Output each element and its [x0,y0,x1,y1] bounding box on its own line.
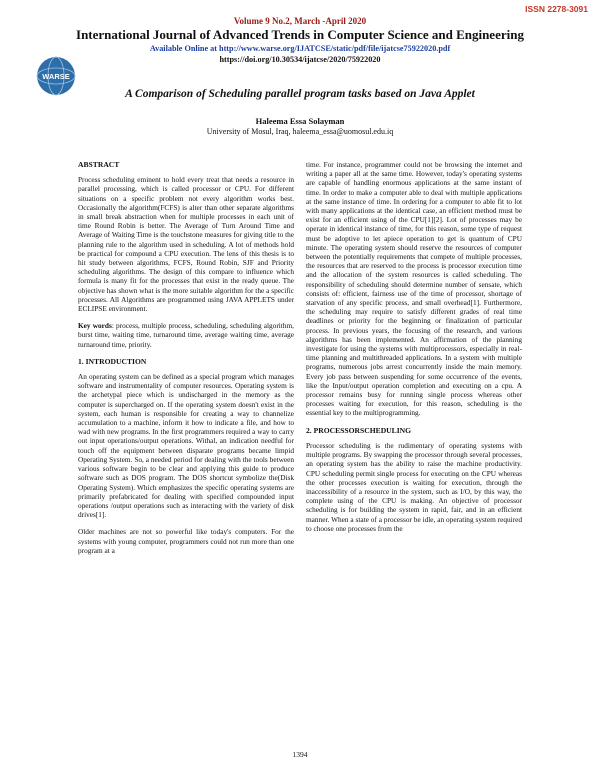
keywords-label: Key words [78,321,112,331]
logo-text: WARSE [42,72,70,81]
volume-info: Volume 9 No.2, March -April 2020 [233,16,367,26]
right-column [306,160,522,541]
section2-paragraph: Processor scheduling is the rudimentary of operating systems with multiple programs. By swapping the processor through several processes, an operating system has the ability to raise the machine productivity. CPU scheduling permit single process for executing on the CPU whereas the other processes execution is waiting for execution, through the inaccessibility of a resource in the system, such as I/O, by this way, the complete using of the CPU is making. An objective of processor scheduling is for building the system in rapid, fair, and in an efficient manner. When a state of a processor be idle, an operating system required to choose one processes from the [306,440,522,533]
left-column [78,160,294,563]
intro-heading: 1. INTRODUCTION [78,356,147,366]
author-affiliation: University of Mosul, Iraq, haleema_essa@uomosul.edu.iq [206,127,394,136]
author-name: Haleema Essa Solayman [255,116,345,126]
online-link[interactable]: Available Online at http://www.warse.org/IJATCSE/static/pdf/file/ijatcse75922020.pdf [149,44,451,53]
abstract-text: Process scheduling eminent to hold every treat that needs a resource in parallel processing, which is called processor or CPU. For different situations on a specific problem not every algorithm works best. Occasionally the algorithm(FCFS) is alter than other separate algorithms in small break abstraction when for multiple processes in each unit of time Round Robin is better. The Average of Turn Around Time and Average of Waiting Time is the touchstone measures for giving title to the planning rule to the algorithm used in scheduling. A lot of methods hold be practical for compound a CPU execution. The lens of this thesis is to hit study between algorithms, FCFS, Round Robin, SJF and Priority scheduling algorithms. The design of this compare to influence which formula is many fit for the processes that exist in the ready queue. The objective has shown what is the more suitable algorithm for the a specific processes. All Algorithms are programmed using JAVA APPLETS under ECLIPSE environment. [78,175,294,314]
keywords [78,321,294,349]
intro-paragraph-2: Older machines are not so powerful like today's computers. For the systems with young computer, programmers could not run more than one program at a [78,527,294,555]
intro-paragraph-3: time. For instance, programmer could not be browsing the internet and writing a paper all at the same time. However, today's operating systems are capable of handling enormous applications at the same instant of time. In order to make a computer able to deal with multiple applications at the same instance of time. In ordering for a computer to able fit to lot with many applications at the identical case, an efficient method must be exist for an efficient using of the CPU[1][2]. Lot of processes may be operate in identical instance of time, for this reason, some type of request must be adoptive to let apiece operation to get is quantum of CPU minute. The operating system should reserve the resources of computer between the potentially requirements that compete of multiple processes, the resources that are reserved to the process is processor execution time and the allocation of the system resources is called scheduling. The responsibility of scheduling should determine number of sensate, which consists of: efficient, fairness use of the time of processor, shortage of starvation of any specific process, and small overhead[1]. Furthermore, the scheduling may require to satisfy different grades of real time deadlines or priority for the beginning or finalization of particular process. In previous years, the focusing of the research, and various algorithms has been implemented. An affirmation of the planning investigate for using the systems with multiprocessors, especially in real-time planning and multithreaded applications. In a system with multiple programs, numerous jobs arrest concurrently inside the main memory. Every job pass between suspending for some occurrence of the events, like the Input/output operation completion and executing on a cpu. A processor remains busy for running single process whereas other processes waiting for execution, for this reason, scheduling is the essential key to the multiprogramming. [306,160,522,418]
section2-heading: 2. PROCESSORSCHEDULING [306,425,412,435]
intro-paragraph-1: An operating system can be defined as a special program which manages software and instrumentality of computer resources. Operating system is the archetypal piece which is undischarged in the memory as the computer is supercharged on. If the operating system doesn't exist in the system, each human is responsible for creating a way to channelize accumulation to a machine, inform it how to indicate a file, and how to wad with new programs. In the first programmers required a way to carry out input operations/output operations. Withal, an indication needful for touch off the equipment between disparate programs became limpid Operating System. So, a needed period for dealing with the tools between various software begin to be clear and applying this guide to produce software such as DOS program. The DOS shortcut symbolize the(Disk Operating System). Which emphasizes the specific operating systems are primarily prefabricated for dealing with specified compounded input operations /output operations such as interacting with the variety of disk drives[1]. [78,372,294,520]
page-number: 1394 [292,750,308,759]
doi-link[interactable]: https://doi.org/10.30534/ijatcse/2020/75922020 [219,55,381,64]
paper-title: A Comparison of Scheduling parallel program tasks based on Java Applet [125,88,475,100]
keywords-text: : process, multiple process, scheduling, scheduling algorithm, burst time, waiting time, turnaround time, average waiting time, average turnaround time, priority. [78,321,294,349]
journal-title: International Journal of Advanced Trends in Computer Science and Engineering [76,27,524,42]
issn-number: ISSN 2278-3091 [525,4,588,14]
abstract-heading: ABSTRACT [78,160,120,169]
